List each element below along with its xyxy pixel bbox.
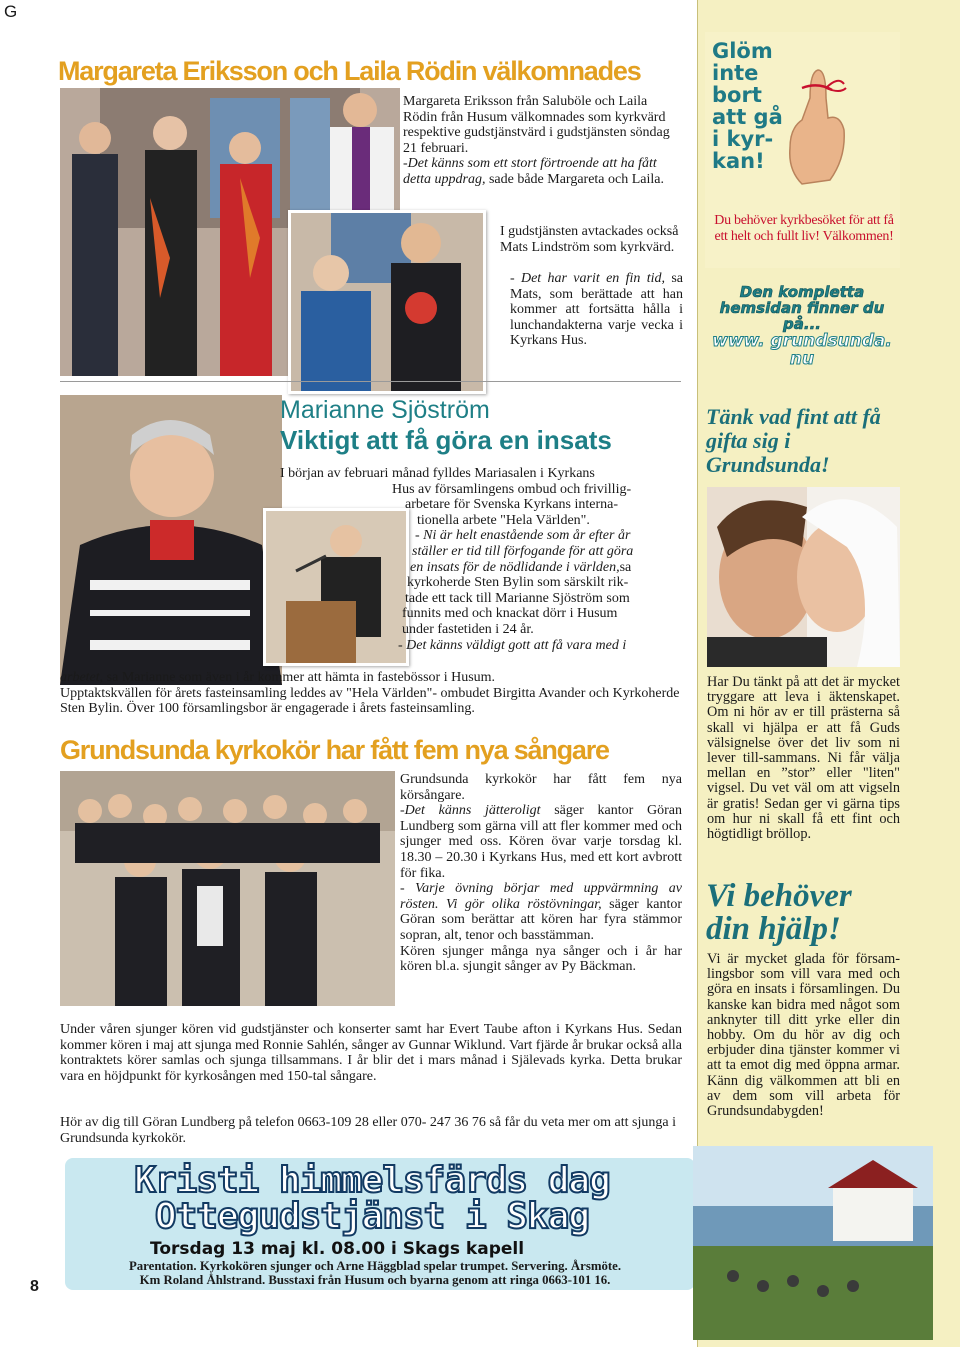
article1-headline: Margareta Eriksson och Laila Rödin välkomnades [58,56,641,86]
volunteer-headline: Vi behöver din hjälp! [706,878,852,947]
article1-body [403,94,683,188]
marriage-text: Har Du tänkt på att det är mycket tryggare att leva i äktenskapet. Om ni hör av er till prästerna så skall vi hjälpa er att få Guds välsignelse över det liv som ni lever till-sammans. Ni får välja mellan en ”stor” eller "liten" vigsel. Du vet väl om att vigseln är gratis! Sedan ger vi gärna tips om hur ni skall få ett fint och högtidligt bröllop. [707,674,900,843]
banner-title: Kristi himmelsfärds dag [134,1160,610,1201]
reminder-subtext: Du behöver kyrkbesöket för att få ett helt och fullt liv! Välkommen! [714,213,894,244]
article2-quote-end: arbetet, [60,670,104,685]
banner-details: Parentation. Kyrkokören sjunger och Arne Häggblad spelar trumpet. Servering. Årsmöte. [128,1259,622,1273]
article3-p2: säger kantor Göran Lundberg som gärna vill att fler kommer med och sjunger med oss. Kören övar varje torsdag kl. 18.30 – 20.30 i Kyrkans Hus, med ett kort avbrott för fika. [400,803,682,881]
article2-line: tionella arbete "Hela Världen". [417,512,590,528]
article2-line: sa [619,559,632,575]
article2-line: Hus av församlingens ombud och frivillig- [392,481,632,497]
article2-p2: Upptaktskvällen för årets fasteinsamling leddes av "Hela Världen"- ombudet Birgitta Avander och Kyrkoherde Sten Bylin. Över 100 församlingsbor är engagerade i årets fasteinsamling. [60,685,680,717]
article2-quote-line: en insats för de nödlidande i världen, [410,559,620,575]
banner-subtitle: Ottegudstjänst i Skag [154,1196,590,1237]
article2-body-bottom [60,670,682,717]
article3-p6: Hör av dig till Göran Lundberg på telefon 0663-109 28 eller 070- 247 36 76 så får du veta mer om att sjunga i Grundsunda kyrkokör. [60,1115,676,1146]
article1-p3: I gudstjänsten avtackades också Mats Lindström som kyrkvärd. [500,224,679,255]
article2-headline: Viktigt att få göra en insats [280,425,612,455]
wedding-couple-photo [707,487,900,667]
mats-lindstrom-photo [288,210,486,394]
article2-line: tade ett tack till Marianne Sjöström som [405,590,630,606]
page-corner-letter: G [4,2,18,21]
article3-quote2: - Varje övning börjar med uppvärmning av rösten. Vi gör olika röstövningar, [400,881,682,912]
skag-chapel-photo [693,1146,933,1340]
article2-line: arbetare för Svenska Kyrkans interna- [405,497,619,513]
website-url[interactable]: www. grundsunda. nu [712,331,892,369]
website-callout [706,284,898,368]
article1-p2: sade både Margareta och Laila. [485,171,664,187]
marianne-portrait-photo [60,395,282,685]
article3-p5: Under våren sjunger kören vid gudstjänster och konserter samt har Evert Taube afton i Kyrkans Hus. Sedan kommer kören i maj att sjunga med Ronnie Sahlén, sånger av Gunnar Wiklund. Vart fjärde år brukar också alla kontraktets körer samlas och sjunga tillsammans. I år blir det i mars månad i Själevads kyrka. Detta brukar vara en höjdpunkt för kyrkosången med 150-tal sångare. [60,1022,682,1084]
article2-line: under fastetiden i 24 år. [402,621,534,637]
article2-quote-line: - Ni är helt enastående som år efter år [415,528,631,544]
article2-line: kyrkoherde Sten Bylin som särskilt rik- [407,575,629,591]
article2-quote-rest: sa Marianne som även i år kommer att hämta in fastebössor i Husum. [103,670,496,685]
banner-contact: Km Roland Åhlstrand. Busstaxi från Husum och byarna genom att ringa 0663-101 16. [139,1273,611,1287]
banner-datetime: Torsdag 13 maj kl. 08.00 i Skags kapell [150,1239,525,1259]
article3-headline: Grundsunda kyrkokör har fått fem nya sångare [60,735,609,765]
article2-quote-line: ställer er tid till förfogande för att göra [412,543,634,559]
article2-person-name: Marianne Sjöström [280,396,490,424]
article3-p1: Grundsunda kyrkokör har fått fem nya körsångare. [400,772,682,803]
website-callout-text: Den kompletta hemsidan finner du på... [719,283,885,333]
divider [60,381,681,382]
article3-body [400,772,682,975]
article3-quote1: -Det känns jätteroligt [400,803,541,819]
volunteer-text: Vi är mycket glada för försam-lingsbor som vill vara med och göra en insats i församlingen. Du kanske kan bidra med något som anknyter till ditt yrke eller din hobby. Om du hör av dig och erbjuder dina tjänster kommer vi att ta emot dig med öppna armar. Känn dig välkommen att bli en av dem som vill arbeta för Grundsundabygden! [707,951,900,1120]
church-choir-photo [60,771,395,1006]
article1-p1: Margareta Eriksson från Saluböle och Laila Rödin från Husum välkomnades som kyrkvärd respektive gudstjänstvärd i gudstjänsten söndag 21 februari. [403,94,670,156]
article3-p4: Kören sjunger många nya sånger och i år har kören bl.a. sjungit sånger av Py Bäckman. [400,943,682,975]
article2-body [280,466,682,653]
article2-line: funnits med och knackat dörr i Husum [402,606,618,622]
reminder-headline: Glöm inte bort att gå i kyr- kan! [712,39,783,173]
article1-quote: -Det känns som ett stort förtroende att ha fått detta uppdrag, [403,156,657,187]
article2-line: I början av februari månad fylldes Mariasalen i Kyrkans [280,466,595,481]
wedding-headline: Tänk vad fint att få gifta sig i Grundsunda! [706,404,881,477]
page-number: 8 [30,1278,39,1295]
article1-p4-quote: - Det har varit en fin tid, [510,271,665,286]
article3-p3: säger kantor Göran som berättar att kören har fyra stämmor sopran, alt, tenor och basstämman. [400,896,682,943]
article1-p4-rest: sa Mats, som berättade att han kommer att fortsätta hålla i lunchandakterna varje vecka i Kyrkans Hus. [510,271,683,349]
article2-quote-line: - Det känns väldigt gott att få vara med i [398,637,627,653]
article1-p4 [510,271,683,349]
